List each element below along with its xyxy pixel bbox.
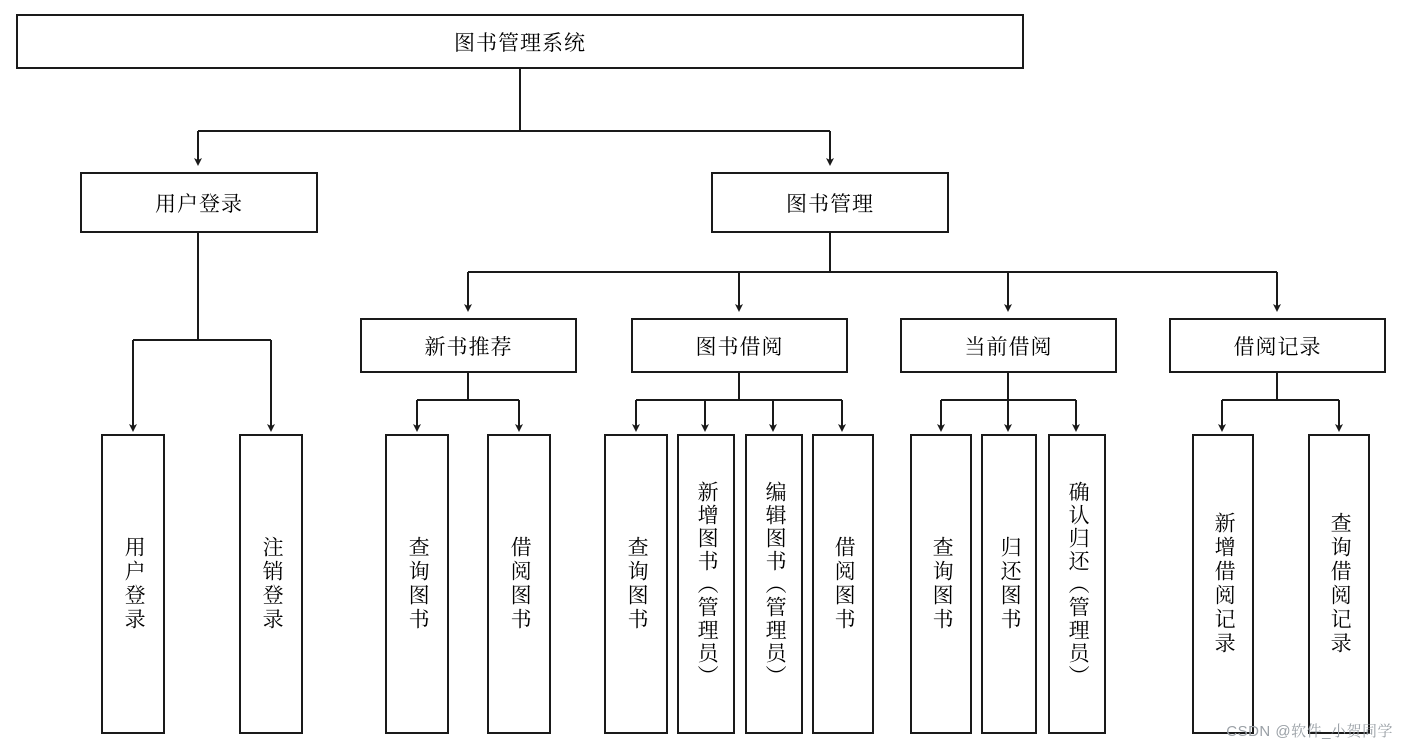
node-book-management-label: 图书管理 xyxy=(786,192,874,216)
node-leaf-query-book-current-label: 查询图书 xyxy=(930,536,954,632)
node-leaf-logout-label: 注销登录 xyxy=(260,536,284,632)
node-current-borrow[interactable] xyxy=(900,318,1117,373)
node-leaf-edit-book[interactable] xyxy=(745,434,803,734)
node-leaf-confirm-return-label: 确认归还（管理员） xyxy=(1066,480,1090,688)
node-leaf-add-book[interactable] xyxy=(677,434,735,734)
node-leaf-add-book-label: 新增图书（管理员） xyxy=(695,480,719,688)
node-root[interactable] xyxy=(16,14,1024,69)
node-leaf-add-record[interactable] xyxy=(1192,434,1254,734)
node-leaf-confirm-return[interactable] xyxy=(1048,434,1106,734)
node-borrow-record-label: 借阅记录 xyxy=(1233,335,1322,359)
node-leaf-user-login-label: 用户登录 xyxy=(122,536,146,632)
node-leaf-query-record-label: 查询借阅记录 xyxy=(1328,512,1352,656)
node-new-book-recommend-label: 新书推荐 xyxy=(424,335,513,359)
node-leaf-query-book-borrow[interactable] xyxy=(604,434,668,734)
node-leaf-borrow-book-label: 借阅图书 xyxy=(832,536,856,632)
node-leaf-query-book-new-label: 查询图书 xyxy=(406,536,430,632)
node-leaf-borrow-book[interactable] xyxy=(812,434,874,734)
node-root-label: 图书管理系统 xyxy=(454,31,586,55)
watermark: CSDN @软件_小贺同学 xyxy=(1226,723,1393,740)
node-leaf-query-book-borrow-label: 查询图书 xyxy=(625,536,649,632)
node-book-borrow[interactable] xyxy=(631,318,848,373)
node-leaf-edit-book-label: 编辑图书（管理员） xyxy=(763,480,787,688)
node-leaf-borrow-book-new[interactable] xyxy=(487,434,551,734)
node-leaf-borrow-book-new-label: 借阅图书 xyxy=(508,536,532,632)
node-leaf-logout[interactable] xyxy=(239,434,303,734)
node-book-management[interactable] xyxy=(711,172,949,233)
node-user-login[interactable] xyxy=(80,172,318,233)
node-leaf-return-book[interactable] xyxy=(981,434,1037,734)
node-new-book-recommend[interactable] xyxy=(360,318,577,373)
node-borrow-record[interactable] xyxy=(1169,318,1386,373)
node-leaf-query-record[interactable] xyxy=(1308,434,1370,734)
node-current-borrow-label: 当前借阅 xyxy=(964,335,1053,359)
node-leaf-return-book-label: 归还图书 xyxy=(998,536,1022,632)
node-leaf-add-record-label: 新增借阅记录 xyxy=(1212,512,1236,656)
node-leaf-query-book-new[interactable] xyxy=(385,434,449,734)
node-leaf-query-book-current[interactable] xyxy=(910,434,972,734)
node-leaf-user-login[interactable] xyxy=(101,434,165,734)
node-book-borrow-label: 图书借阅 xyxy=(695,335,784,359)
node-user-login-label: 用户登录 xyxy=(155,192,243,216)
